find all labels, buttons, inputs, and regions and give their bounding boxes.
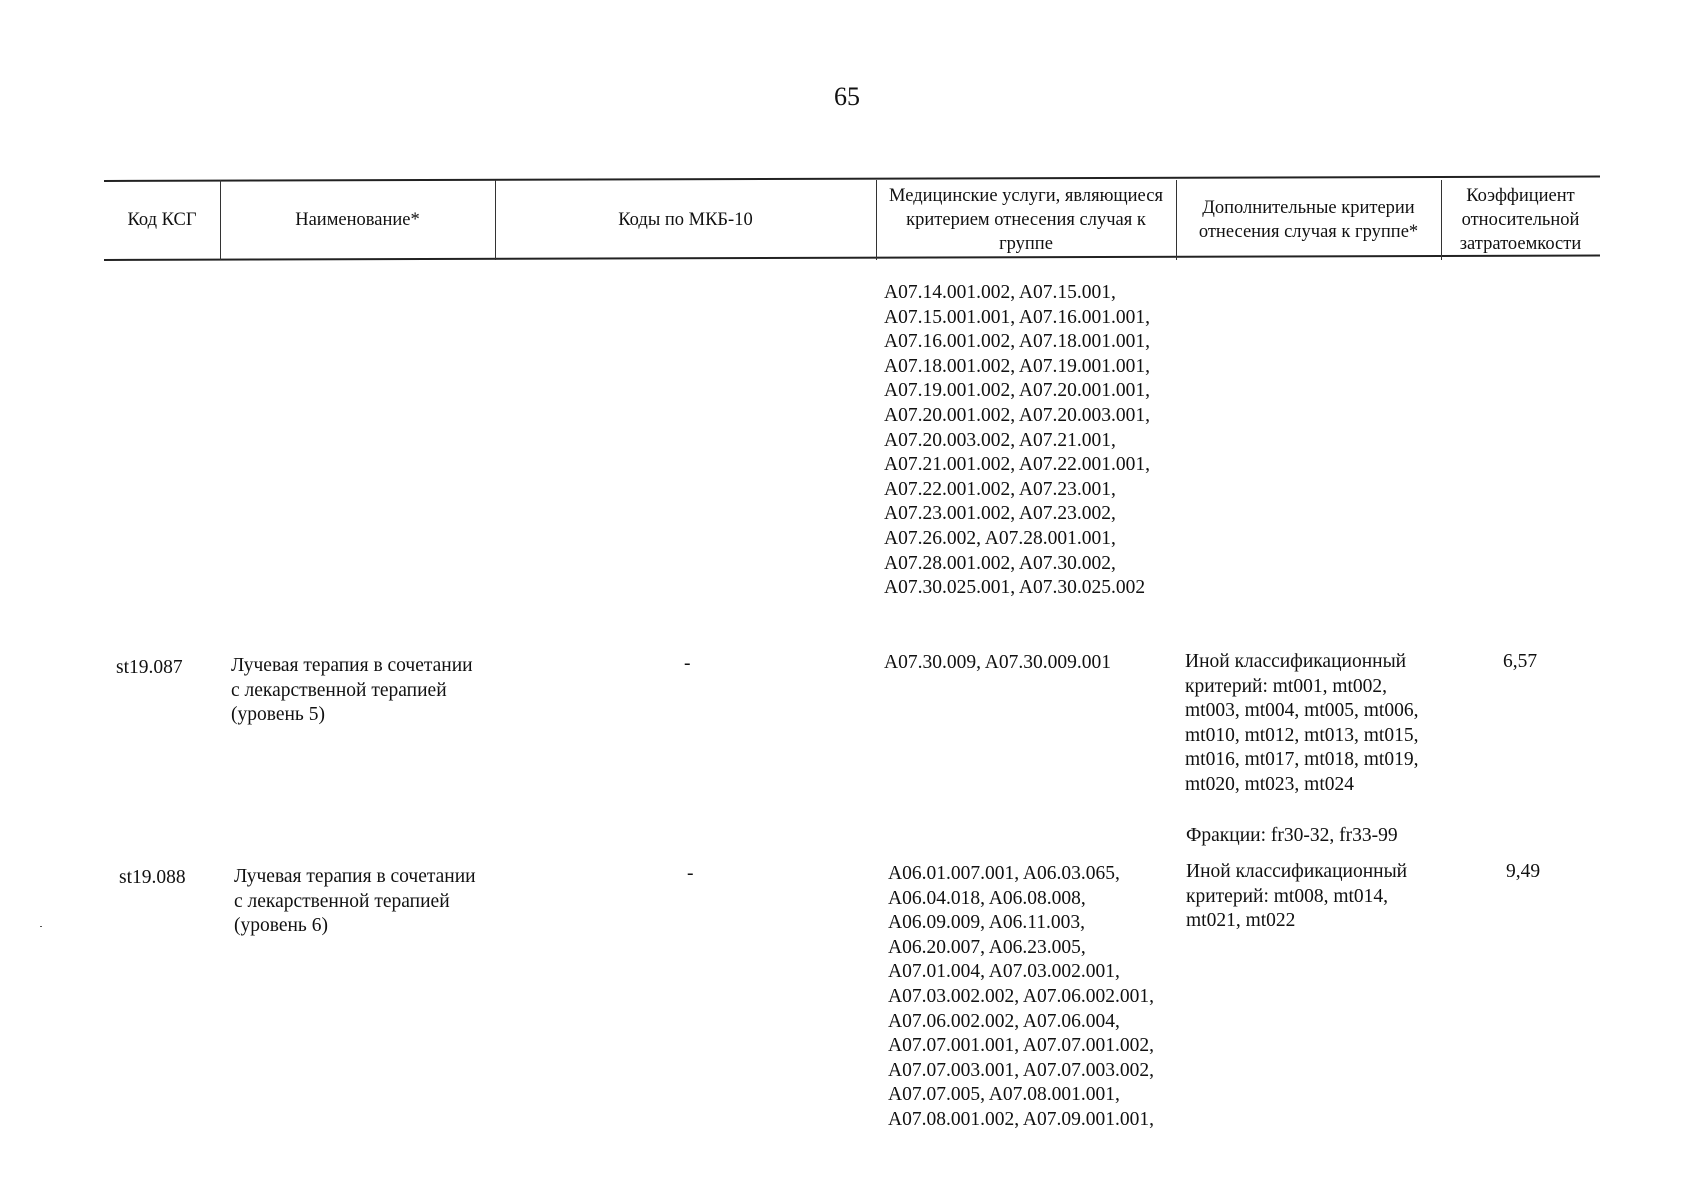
row-criteria-fractions: Фракции: fr30-32, fr33-99 — [1186, 825, 1398, 846]
row-code: st19.088 — [119, 867, 186, 888]
row-services: A07.30.009, A07.30.009.001 — [884, 652, 1111, 673]
row-mkb: - — [684, 653, 691, 674]
header-criteria: Дополнительные критерии отнесения случая к группе* — [1198, 198, 1419, 242]
row-criteria: Иной классификационный критерий: mt008, mt014, mt021, mt022 — [1186, 861, 1408, 932]
row-name: Лучевая терапия в сочетании с лекарственной терапией (уровень 6) — [234, 866, 476, 937]
header-name: Наименование* — [295, 210, 420, 230]
scan-speck — [40, 926, 42, 927]
row-name: Лучевая терапия в сочетании с лекарственной терапией (уровень 5) — [231, 655, 473, 726]
header-mkb: Коды по МКБ-10 — [618, 210, 753, 230]
row-coefficient: 6,57 — [1503, 651, 1538, 672]
row-services: A06.01.007.001, A06.03.065, A06.04.018, A06.08.008, A06.09.009, A06.11.003, A06.20.007, A06.23.005, A07.01.004, A07.03.002.001, A07.03.002.002, A07.06.002.001, A07.06.002.002, A07.06.004, A07.07.001.001, A07.07.001.002, A07.07.003.001, A07.07.003.002, A07.07.005, A07.08.001.001, A07.08.001.002, A07.09.001.001, — [888, 863, 1154, 1130]
continuation-services: A07.14.001.002, A07.15.001, A07.15.001.001, A07.16.001.001, A07.16.001.002, A07.18.001.001, A07.18.001.002, A07.19.001.001, A07.19.001.002, A07.20.001.001, A07.20.001.002, A07.20.003.001, A07.20.003.002, A07.21.001, A07.21.001.002, A07.22.001.001, A07.22.001.002, A07.23.001, A07.23.001.002, A07.23.002, A07.26.002, A07.28.001.001, A07.28.001.002, A07.30.002, A07.30.025.001, A07.30.025.002 — [884, 282, 1150, 599]
page-number: 65 — [834, 82, 860, 111]
header-services: Медицинские услуги, являющиеся критерием отнесения случая к группе — [889, 186, 1163, 254]
header-code: Код КСГ — [127, 210, 197, 230]
row-criteria: Иной классификационный критерий: mt001, mt002, mt003, mt004, mt005, mt006, mt010, mt012, mt013, mt015, mt016, mt017, mt018, mt019, mt020, mt023, mt024 — [1185, 651, 1419, 795]
table-header — [104, 180, 1600, 260]
header-coefficient: Коэффициент относительной затратоемкости — [1459, 186, 1582, 254]
row-mkb: - — [687, 863, 694, 884]
row-coefficient: 9,49 — [1506, 861, 1541, 882]
row-code: st19.087 — [116, 657, 183, 678]
